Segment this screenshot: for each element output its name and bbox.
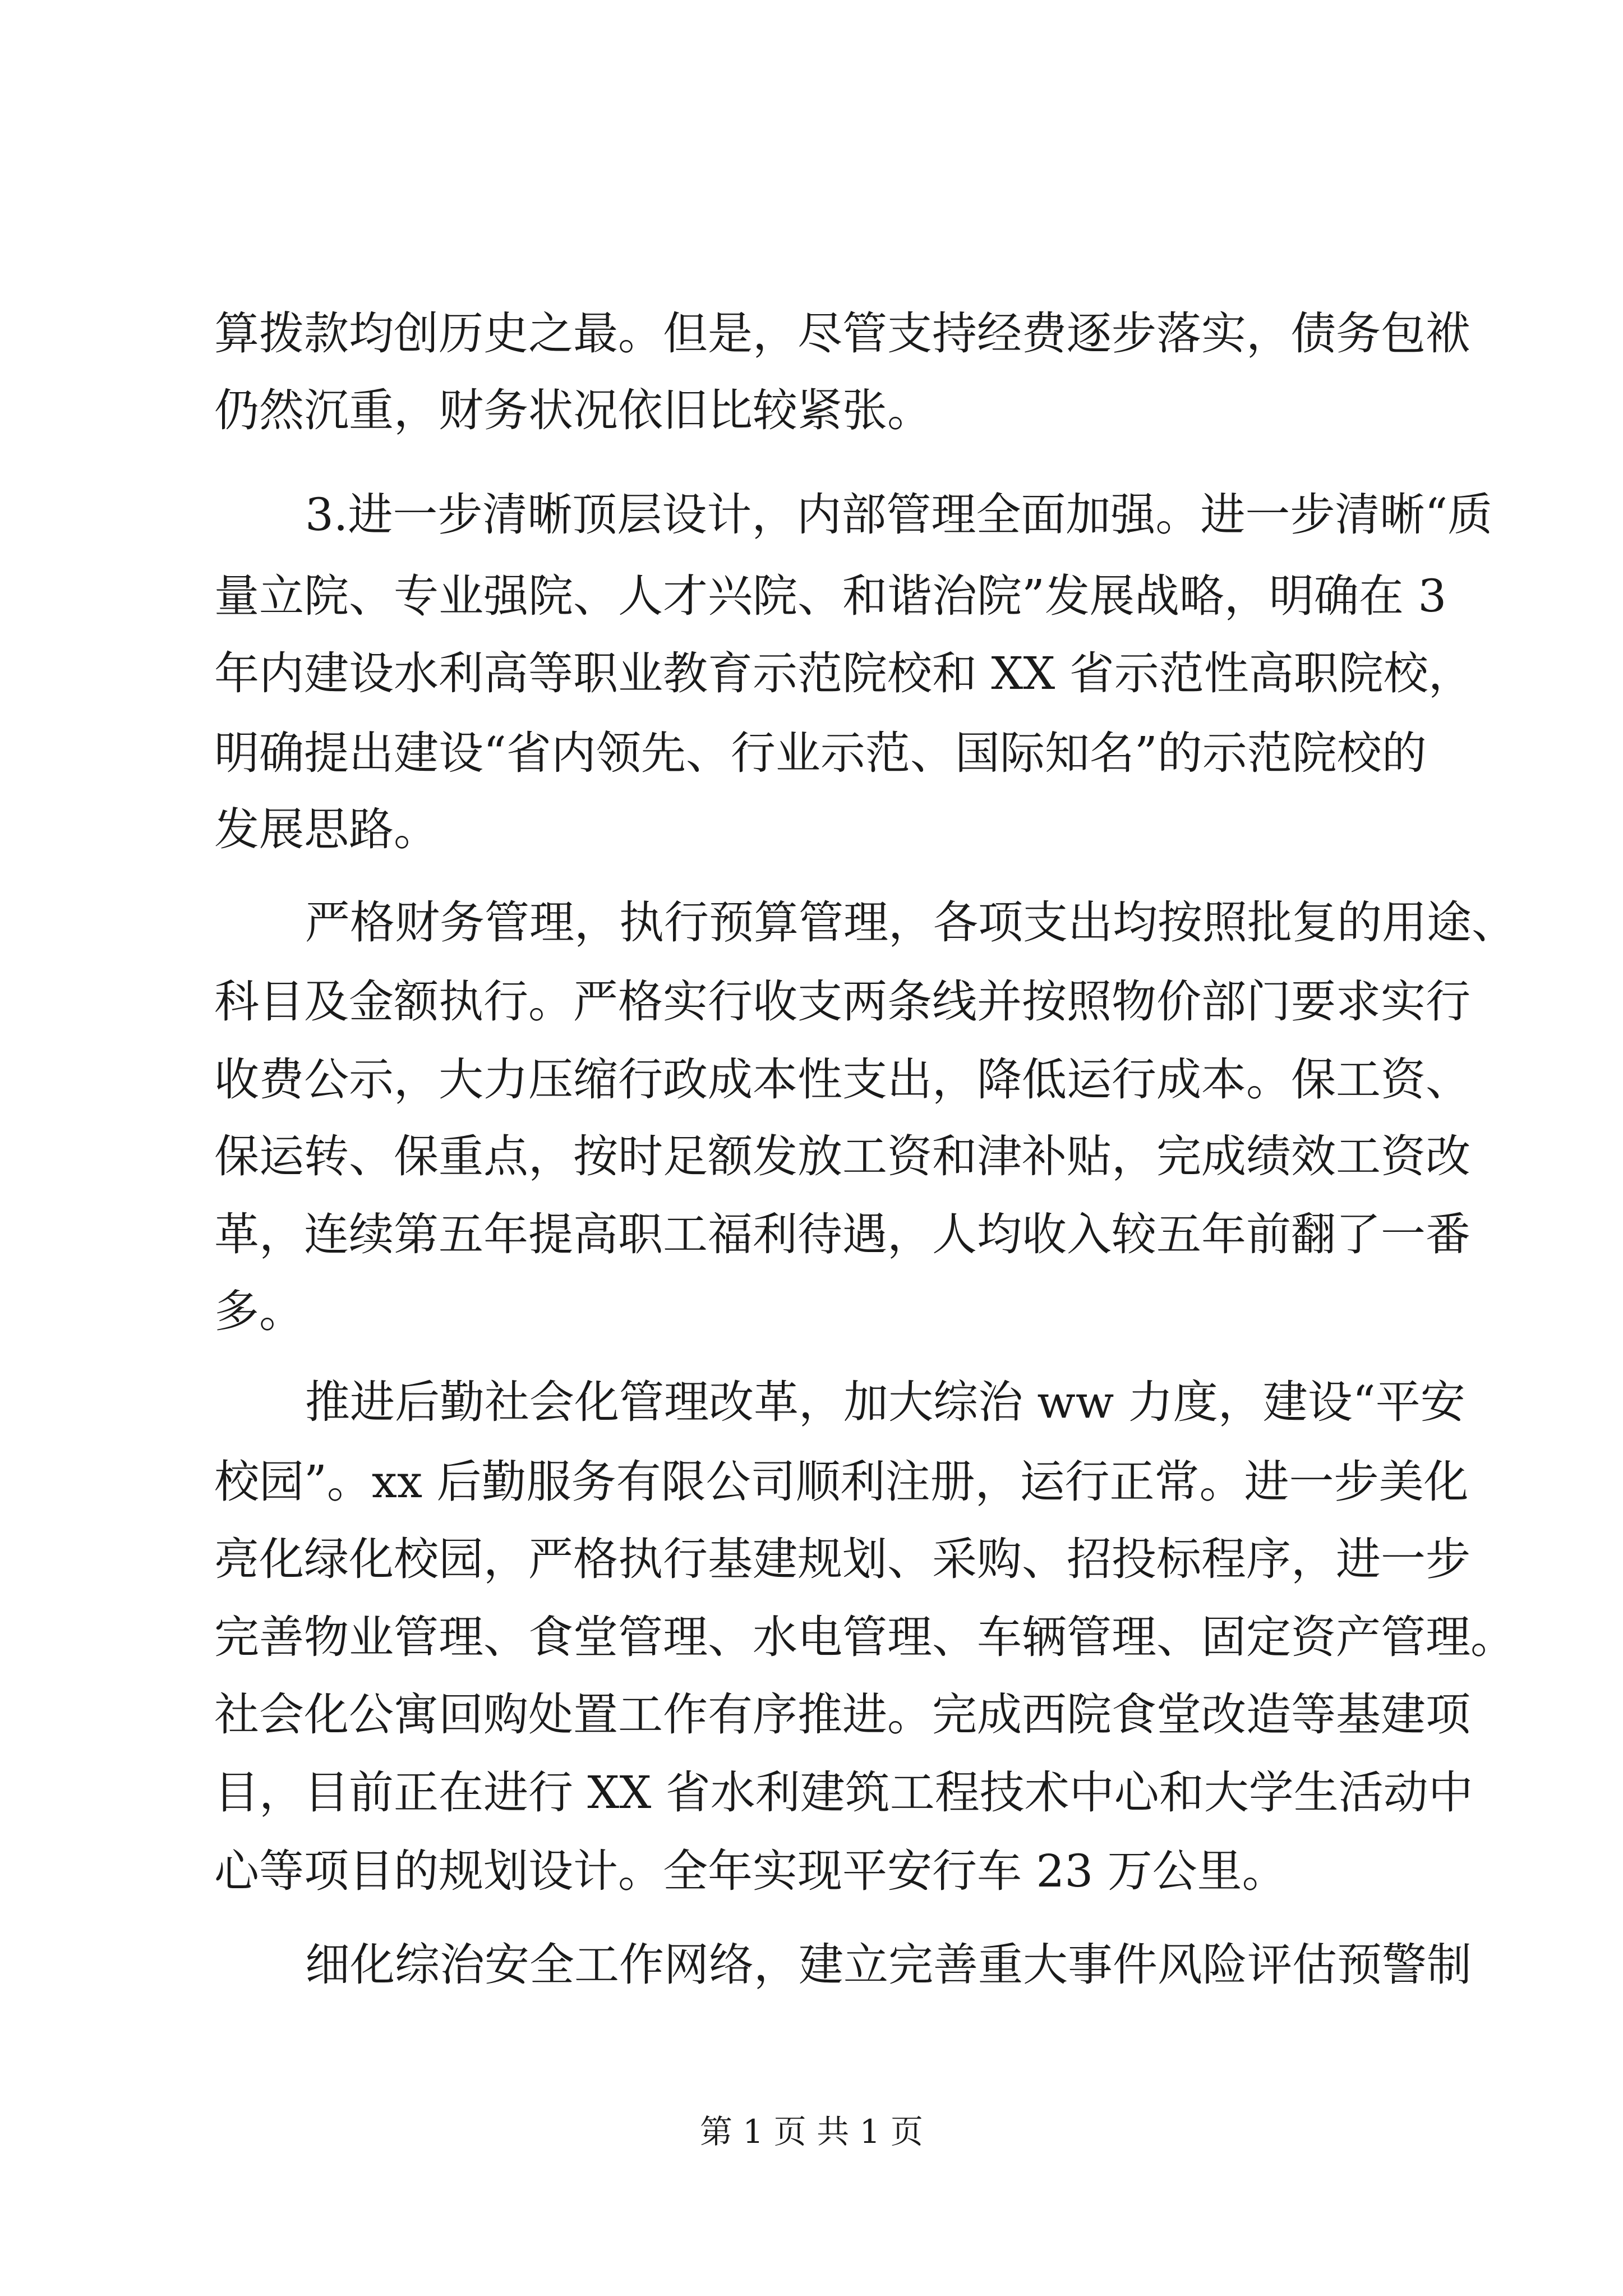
text-line: 亮化绿化校园，严格执行基建规划、采购、招投标程序，进一步 [214,1533,1470,1585]
text-line: 年内建设水利高等职业教育示范院校和 XX 省示范性高职院校， [214,647,1473,700]
text-line: 明确提出建设“省内领先、行业示范、国际知名”的示范院校的 [214,727,1427,779]
text-line: 严格财务管理，执行预算管理，各项支出均按照批复的用途、 [305,896,1516,949]
text-line: 发展思路。 [214,803,439,855]
text-line: 推进后勤社会化管理改革，加大综治 ww 力度，建设“平安 [305,1376,1465,1428]
text-line: 心等项目的规划设计。全年实现平安行车 23 万公里。 [214,1845,1287,1897]
text-line: 量立院、专业强院、人才兴院、和谐治院”发展战略，明确在 3 [214,570,1447,622]
text-line: 目，目前正在进行 XX 省水利建筑工程技术中心和大学生活动中 [214,1766,1473,1819]
text-line: 科目及金额执行。严格实行收支两条线并按照物价部门要求实行 [214,976,1470,1028]
text-line: 收费公示，大力压缩行政成本性支出，降低运行成本。保工资、 [214,1053,1470,1106]
text-line: 校园”。xx 后勤服务有限公司顺利注册，运行正常。进一步美化 [214,1456,1469,1508]
text-line: 完善物业管理、食堂管理、水电管理、车辆管理、固定资产管理。 [214,1611,1515,1663]
text-line: 社会化公寓回购处置工作有序推进。完成西院食堂改造等基建项 [214,1688,1470,1741]
text-line: 保运转、保重点，按时足额发放工资和津补贴，完成绩效工资改 [214,1130,1470,1182]
text-line: 仍然沉重，财务状况依旧比较紧张。 [214,384,932,436]
page-footer: 第 1 页 共 1 页 [700,2113,923,2151]
text-line: 3.进一步清晰顶层设计，内部管理全面加强。进一步清晰“质 [305,489,1493,541]
text-line: 革，连续第五年提高职工福利待遇，人均收入较五年前翻了一番 [214,1208,1470,1260]
text-line: 算拨款均创历史之最。但是，尽管支持经费逐步落实，债务包袱 [214,307,1470,360]
text-line: 细化综治安全工作网络，建立完善重大事件风险评估预警制 [305,1939,1472,1991]
text-line: 多。 [214,1285,304,1337]
